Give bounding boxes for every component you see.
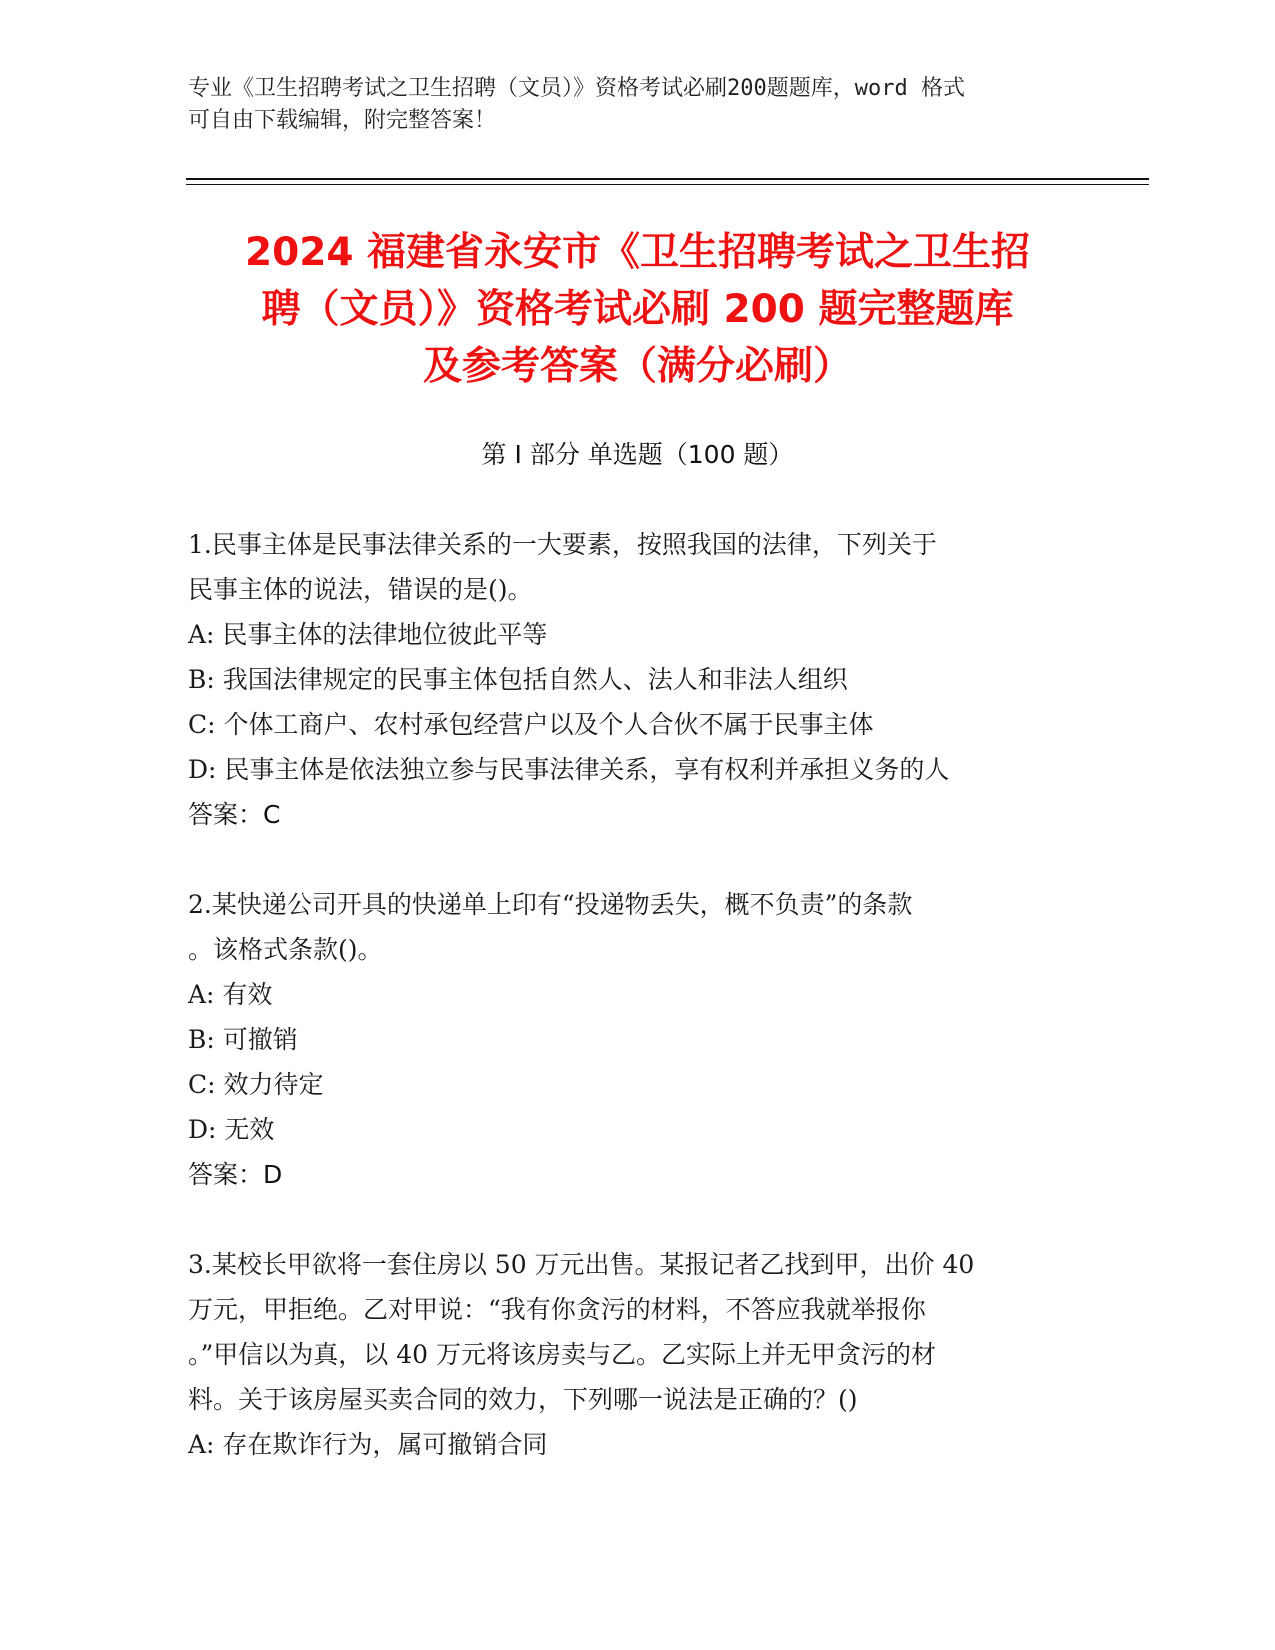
question-list — [188, 522, 1088, 1512]
option-a: A: 存在欺诈行为，属可撤销合同 — [188, 1430, 548, 1459]
header-divider — [186, 178, 1149, 180]
header-note — [188, 73, 1088, 137]
header-note-line: 可自由下载编辑，附完整答案！ — [188, 108, 497, 133]
section-title: 第 I 部分 单选题（100 题） — [481, 440, 794, 469]
header-note-line: 专业《卫生招聘考试之卫生招聘（文员）》资格考试必刷200题题库，word 格式 — [188, 76, 965, 101]
question-item — [188, 882, 1088, 1197]
title-line: 2024 福建省永安市《卫生招聘考试之卫生招 — [244, 230, 1031, 275]
option-c: C: 个体工商户、农村承包经营户以及个人合伙不属于民事主体 — [188, 710, 874, 739]
page-title — [150, 224, 1125, 395]
option-a: A: 有效 — [188, 980, 273, 1009]
option-d: D: 民事主体是依法独立参与民事法律关系，享有权利并承担义务的人 — [188, 755, 950, 784]
option-b: B: 可撤销 — [188, 1025, 298, 1054]
question-text: 料。关于该房屋买卖合同的效力，下列哪一说法是正确的？() — [188, 1385, 858, 1414]
question-item — [188, 1242, 1088, 1467]
title-line: 聘（文员）》资格考试必刷 200 题完整题库 — [261, 287, 1014, 332]
question-text: 万元，甲拒绝。乙对甲说：“我有你贪污的材料，不答应我就举报你 — [188, 1295, 926, 1324]
question-text: 2.某快递公司开具的快递单上印有“投递物丢失，概不负责”的条款 — [188, 890, 913, 919]
header-divider-thin — [186, 184, 1149, 185]
question-text: 民事主体的说法，错误的是()。 — [188, 575, 533, 604]
answer-label: 答案：C — [188, 800, 281, 829]
option-b: B: 我国法律规定的民事主体包括自然人、法人和非法人组织 — [188, 665, 848, 694]
title-line: 及参考答案（满分必刷） — [422, 344, 852, 389]
option-d: D: 无效 — [188, 1115, 275, 1144]
question-item — [188, 522, 1088, 837]
question-text: 1.民事主体是民事法律关系的一大要素，按照我国的法律，下列关于 — [188, 530, 937, 559]
option-c: C: 效力待定 — [188, 1070, 324, 1099]
answer-label: 答案：D — [188, 1160, 283, 1189]
question-text: 3.某校长甲欲将一套住房以 50 万元出售。某报记者乙找到甲，出价 40 — [188, 1250, 975, 1279]
question-text: 。该格式条款()。 — [188, 935, 383, 964]
question-text: 。”甲信以为真，以 40 万元将该房卖与乙。乙实际上并无甲贪污的材 — [188, 1340, 936, 1369]
option-a: A: 民事主体的法律地位彼此平等 — [188, 620, 548, 649]
